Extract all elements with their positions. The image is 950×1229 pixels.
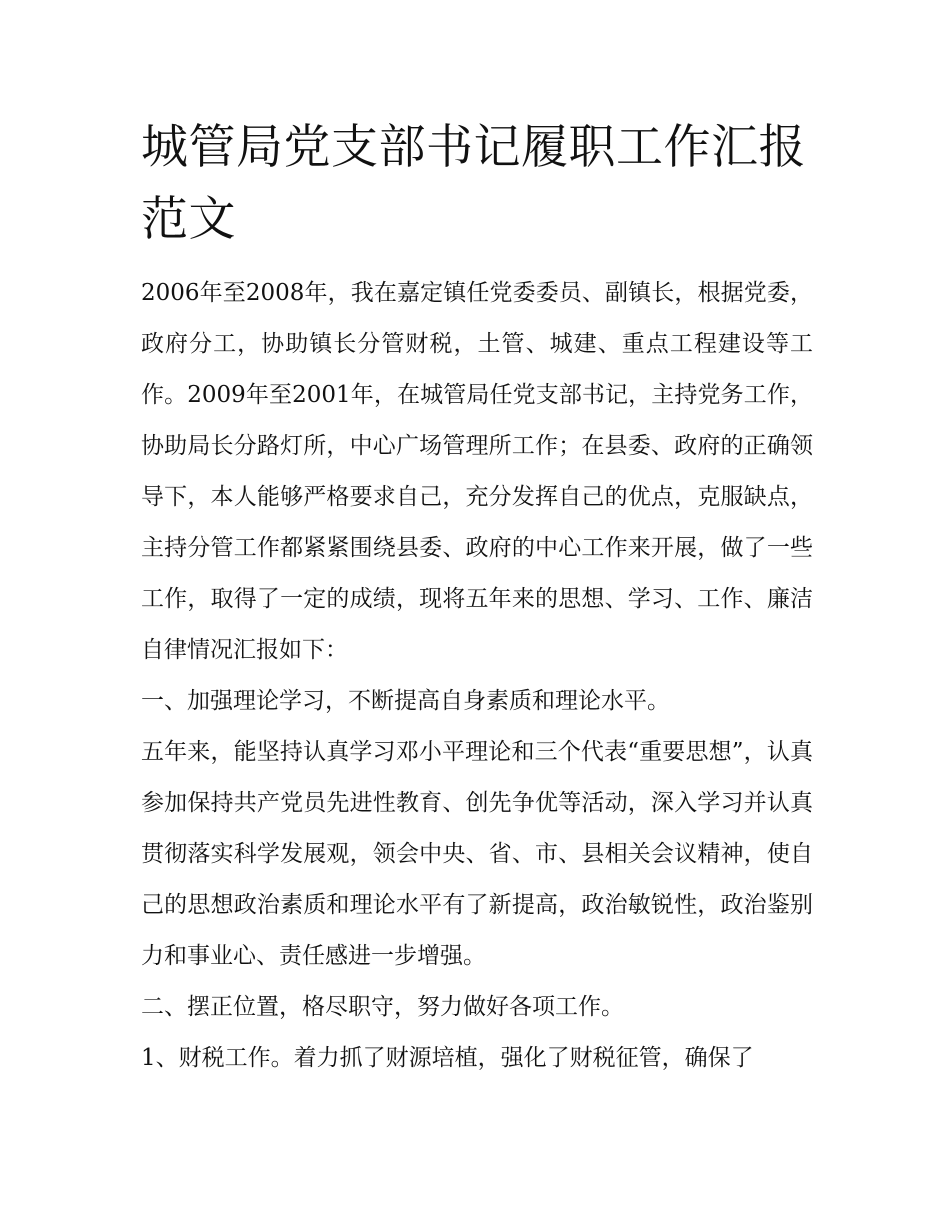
paragraph-finance-tax: 1、财税工作。着力抓了财源培植，强化了财税征管，确保了 — [141, 1045, 754, 1071]
document-body — [141, 268, 813, 1084]
paragraph-theory-study: 五年来，能坚持认真学习邓小平理论和三个代表“重要思想”，认真参加保持共产党员先进性教育、创先争优等活动，深入学习并认真贯彻落实科学发展观，领会中央、省、市、县相关会议精神，使自己的思想政治素质和理论水平有了新提高，政治敏锐性，政治鉴别力和事业心、责任感进一步增强。 — [141, 739, 813, 969]
document-content — [141, 112, 813, 1084]
paragraph-intro: 2006年至2008年，我在嘉定镇任党委委员、副镇长，根据党委，政府分工，协助镇长分管财税，土管、城建、重点工程建设等工作。2009年至2001年，在城管局任党支部书记，主持党务工作，协助局长分路灯所，中心广场管理所工作；在县委、政府的正确领导下，本人能够严格要求自己，充分发挥自己的优点，克服缺点，主持分管工作都紧紧围绕县委、政府的中心工作来开展，做了一些工作，取得了一定的成绩，现将五年来的思想、学习、工作、廉洁自律情况汇报如下： — [141, 280, 813, 663]
section-heading-2: 二、摆正位置，格尽职守，努力做好各项工作。 — [141, 994, 624, 1020]
section-heading-1: 一、加强理论学习，不断提高自身素质和理论水平。 — [141, 688, 670, 714]
document-title: 城管局党支部书记履职工作汇报范文 — [141, 120, 806, 247]
